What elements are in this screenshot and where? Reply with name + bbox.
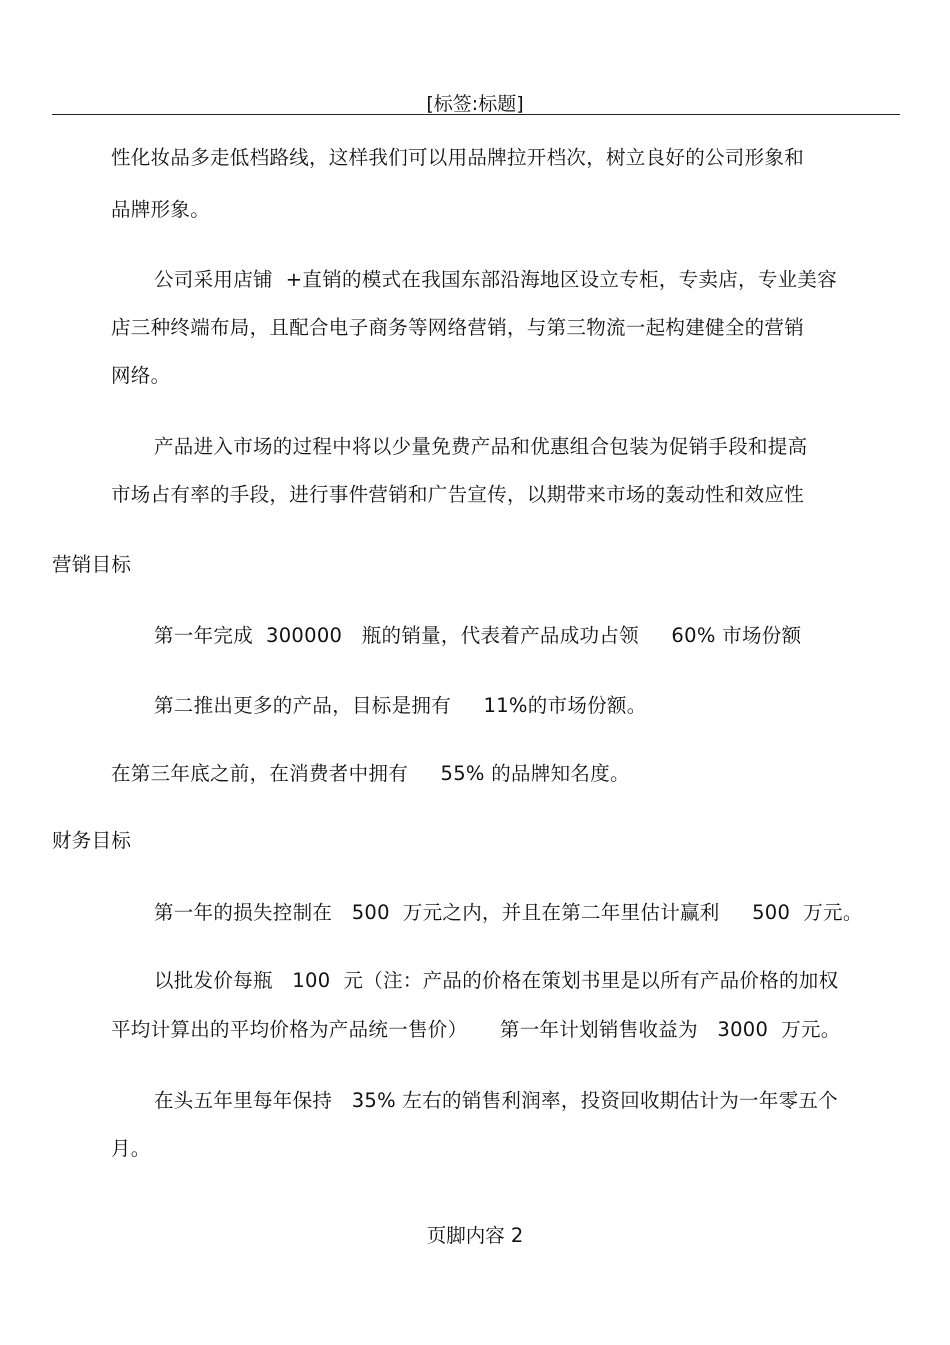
body-line: 平均计算出的平均价格为产品统一售价） 第一年计划销售收益为 3000 万元。 [111, 1018, 841, 1041]
body-line: 在第三年底之前，在消费者中拥有 55% 的品牌知名度。 [111, 762, 630, 785]
body-line: 品牌形象。 [111, 198, 211, 221]
body-line: 在头五年里每年保持 35% 左右的销售利润率，投资回收期估计为一年零五个 [154, 1089, 839, 1112]
body-line: 第二推出更多的产品，目标是拥有 11%的市场份额。 [154, 694, 647, 717]
page-footer: 页脚内容 2 [426, 1224, 524, 1247]
body-line: 市场占有率的手段，进行事件营销和广告宣传，以期带来市场的轰动性和效应性 [111, 483, 805, 506]
body-line: 第一年完成 300000 瓶的销量，代表着产品成功占领 60% 市场份额 [154, 624, 802, 647]
header-rule [52, 114, 900, 115]
body-line: 公司采用店铺 +直销的模式在我国东部沿海地区设立专柜，专卖店，专业美容 [154, 268, 838, 291]
body-line: 以批发价每瓶 100 元（注：产品的价格在策划书里是以所有产品价格的加权 [154, 969, 839, 992]
body-line: 月。 [111, 1137, 151, 1160]
header-title: [标签:标题] [426, 93, 524, 115]
body-line: 店三种终端布局，且配合电子商务等网络营销，与第三物流一起构建健全的营销 [111, 316, 805, 339]
section-heading-marketing: 营销目标 [52, 553, 132, 576]
section-heading-finance: 财务目标 [52, 829, 132, 852]
body-line: 性化妆品多走低档路线，这样我们可以用品牌拉开档次，树立良好的公司形象和 [111, 146, 805, 169]
body-line: 网络。 [111, 364, 171, 387]
body-line: 第一年的损失控制在 500 万元之内，并且在第二年里估计赢利 500 万元。 [154, 901, 863, 924]
body-line: 产品进入市场的过程中将以少量免费产品和优惠组合包装为促销手段和提高 [154, 435, 808, 458]
